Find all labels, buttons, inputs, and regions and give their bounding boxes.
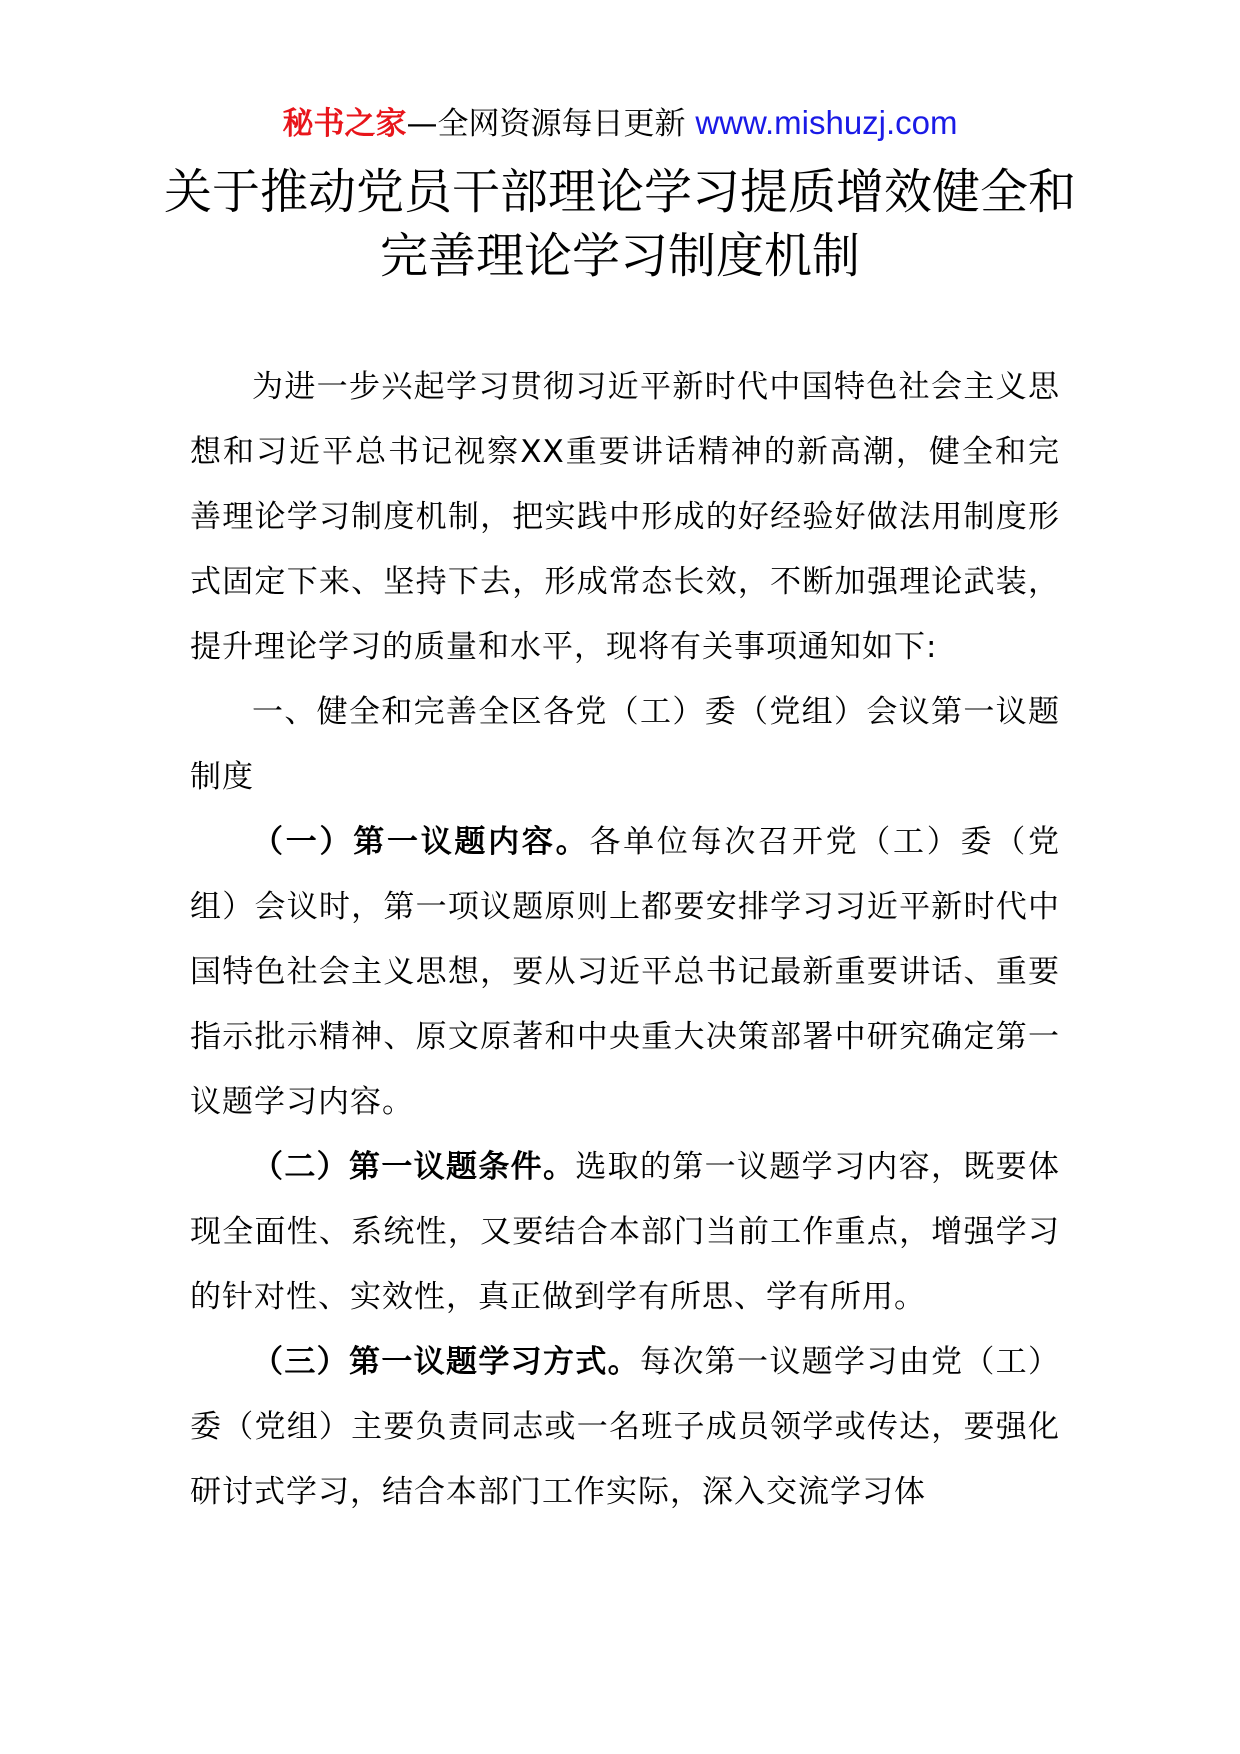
paragraph-intro — [190, 355, 1060, 680]
document-body — [190, 355, 1060, 1525]
paragraph-lead: （三）第一议题学习方式。 — [252, 1344, 640, 1380]
title-line-1: 关于推动党员干部理论学习提质增效健全和 — [163, 164, 1076, 220]
paragraph-text: 一、健全和完善全区各党（工）委（党组）会议第一议题制度 — [190, 694, 1060, 795]
site-url-link[interactable]: www.mishuzj.com — [695, 104, 958, 141]
paragraph-text: 各单位每次召开党（工）委（党组）会议时，第一项议题原则上都要安排学习习近平新时代中国特色社会主义思想，要从习近平总书记最新重要讲话、重要指示批示精神、原文原著和中央重大决策部署中研究确定第一议题学习内容。 — [190, 824, 1060, 1120]
paragraph-lead: （一）第一议题内容。 — [252, 824, 590, 860]
site-header — [0, 100, 1240, 147]
paragraph-text: 每次第一议题学习由党（工）委（党组）主要负责同志或一名班子成员领学或传达，要强化研讨式学习，结合本部门工作实际，深入交流学习体 — [190, 1344, 1060, 1510]
paragraph-text: 为进一步兴起学习贯彻习近平新时代中国特色社会主义思想和习近平总书记视察XX重要讲话精神的新高潮，健全和完善理论学习制度机制，把实践中形成的好经验好做法用制度形式固定下来、坚持下去，形成常态长效，不断加强理论武装，提升理论学习的质量和水平，现将有关事项通知如下: — [190, 369, 1060, 665]
document-title — [150, 160, 1090, 288]
title-line-2: 完善理论学习制度机制 — [379, 228, 860, 284]
paragraph-item-3 — [190, 1330, 1060, 1525]
paragraph-item-2 — [190, 1135, 1060, 1330]
brand-name: 秘书之家 — [282, 106, 407, 142]
paragraph-text: 选取的第一议题学习内容，既要体现全面性、系统性，又要结合本部门当前工作重点，增强学习的针对性、实效性，真正做到学有所思、学有所用。 — [190, 1149, 1061, 1315]
section-heading-1 — [190, 680, 1060, 810]
site-slogan: —全网资源每日更新 — [406, 106, 696, 142]
paragraph-item-1 — [190, 810, 1060, 1135]
paragraph-lead: （二）第一议题条件。 — [252, 1149, 576, 1185]
